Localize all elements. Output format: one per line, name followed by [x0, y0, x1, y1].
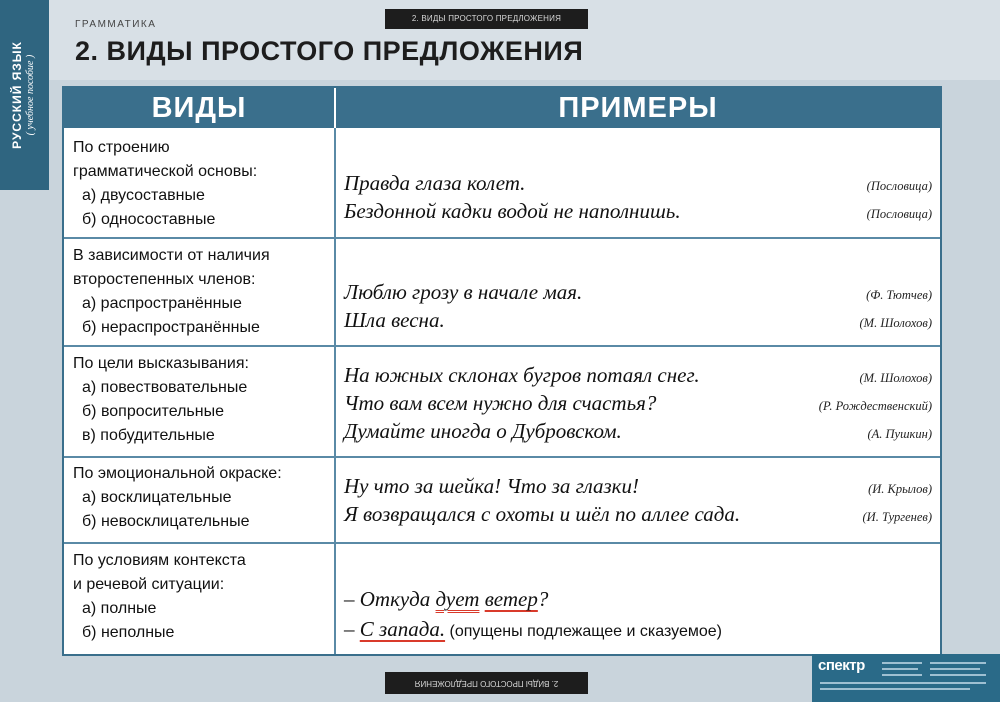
type-item: б) неполные [82, 624, 175, 641]
fine-print-line [882, 668, 918, 670]
example-source: (А. Пушкин) [867, 427, 932, 441]
example-source: (М. Шолохов) [859, 371, 932, 385]
row-divider [64, 542, 940, 544]
row-divider [64, 345, 940, 347]
dialog-question-mark: ? [537, 587, 549, 611]
examples-cell-purpose [344, 362, 932, 446]
type-item: а) полные [82, 600, 157, 617]
side-tab [0, 0, 49, 190]
type-item: б) нераспространённые [82, 319, 260, 336]
example-source: (И. Тургенев) [862, 510, 932, 524]
side-tab-subject: РУССКИЙ ЯЗЫК [10, 41, 24, 149]
column-divider [334, 128, 336, 654]
type-item: а) повествовательные [82, 379, 248, 396]
example-text: Думайте иногда о Дубровском. [344, 419, 622, 443]
example-text: Правда глаза колет. [344, 171, 526, 195]
example-row [344, 390, 932, 418]
example-row [344, 170, 932, 198]
section-label: ГРАММАТИКА [75, 19, 157, 30]
example-source: (Ф. Тютчев) [866, 288, 932, 302]
type-cell-structure [73, 136, 257, 232]
fine-print-line [820, 682, 986, 684]
dialog-dash: – [344, 617, 360, 641]
type-item: б) односоставные [82, 211, 216, 228]
type-heading: второстепенных членов: [73, 271, 256, 288]
type-heading: По цели высказывания: [73, 355, 249, 372]
examples-cell-structure [344, 170, 932, 226]
example-text: Что вам всем нужно для счастья? [344, 391, 657, 415]
example-source: (Пословица) [866, 207, 932, 221]
dialog-question [344, 587, 548, 612]
type-heading: В зависимости от наличия [73, 247, 270, 264]
type-item: б) вопросительные [82, 403, 224, 420]
type-item: а) распространённые [82, 295, 242, 312]
type-item: а) двусоставные [82, 187, 205, 204]
publisher-block [812, 654, 1000, 702]
page-title: 2. ВИДЫ ПРОСТОГО ПРЕДЛОЖЕНИЯ [75, 36, 584, 66]
answer-underlined: С запада. [359, 617, 446, 641]
example-text: Бездонной кадки водой не наполнишь. [344, 199, 681, 223]
example-row [344, 198, 932, 226]
type-item: в) побудительные [82, 427, 215, 444]
type-item: а) восклицательные [82, 489, 232, 506]
column-header-types: ВИДЫ [64, 88, 334, 128]
type-cell-emotion [73, 462, 282, 534]
examples-cell-emotion [344, 473, 932, 529]
example-text: Шла весна. [344, 308, 445, 332]
example-source: (Пословица) [866, 179, 932, 193]
type-heading: и речевой ситуации: [73, 576, 225, 593]
fine-print-line [882, 662, 922, 664]
type-item: б) невосклицательные [82, 513, 250, 530]
dialog-line-question [344, 582, 932, 614]
type-cell-members [73, 244, 270, 340]
fine-print-line [930, 662, 986, 664]
column-header-examples: ПРИМЕРЫ [336, 88, 940, 128]
type-heading: По эмоциональной окраске: [73, 465, 282, 482]
example-text: Ну что за шейка! Что за глазки! [344, 474, 639, 498]
type-cell-purpose [73, 352, 249, 448]
type-heading: грамматической основы: [73, 163, 258, 180]
sentence-types-table [62, 86, 942, 656]
fine-print-line [930, 668, 980, 670]
side-tab-text [11, 5, 37, 185]
examples-cell-members [344, 279, 932, 335]
example-row [344, 501, 932, 529]
predicate-underlined: дует [435, 587, 480, 611]
type-heading: По строению [73, 139, 170, 156]
answer-note: (опущены подлежащее и сказуемое) [445, 623, 722, 640]
example-text: На южных склонах бугров потаял снег. [344, 363, 700, 387]
row-divider [64, 456, 940, 458]
fine-print-line [882, 674, 922, 676]
dialog-answer [344, 617, 722, 642]
example-source: (М. Шолохов) [859, 316, 932, 330]
example-row [344, 418, 932, 446]
fine-print-line [820, 688, 970, 690]
dialog-dash: – Откуда [344, 587, 436, 611]
example-row [344, 473, 932, 501]
example-row [344, 362, 932, 390]
top-strip-label: 2. ВИДЫ ПРОСТОГО ПРЕДЛОЖЕНИЯ [385, 9, 588, 29]
example-source: (И. Крылов) [868, 482, 932, 496]
example-text: Я возвращался с охоты и шёл по аллее сада. [344, 502, 741, 526]
row-divider [64, 237, 940, 239]
type-cell-context [73, 549, 246, 645]
example-row [344, 307, 932, 335]
fine-print-line [930, 674, 986, 676]
example-text: Люблю грозу в начале мая. [344, 280, 583, 304]
dialog-line-answer [344, 614, 932, 644]
publisher-logo: спектр [818, 657, 865, 674]
example-row [344, 279, 932, 307]
examples-cell-context [344, 582, 932, 644]
bottom-strip-label: 2. ВИДЫ ПРОСТОГО ПРЕДЛОЖЕНИЯ [385, 672, 588, 694]
subject-underlined: ветер [484, 587, 538, 611]
example-source: (Р. Рождественский) [818, 399, 932, 413]
type-heading: По условиям контекста [73, 552, 246, 569]
side-tab-note: ( учебное пособие ) [25, 54, 36, 136]
